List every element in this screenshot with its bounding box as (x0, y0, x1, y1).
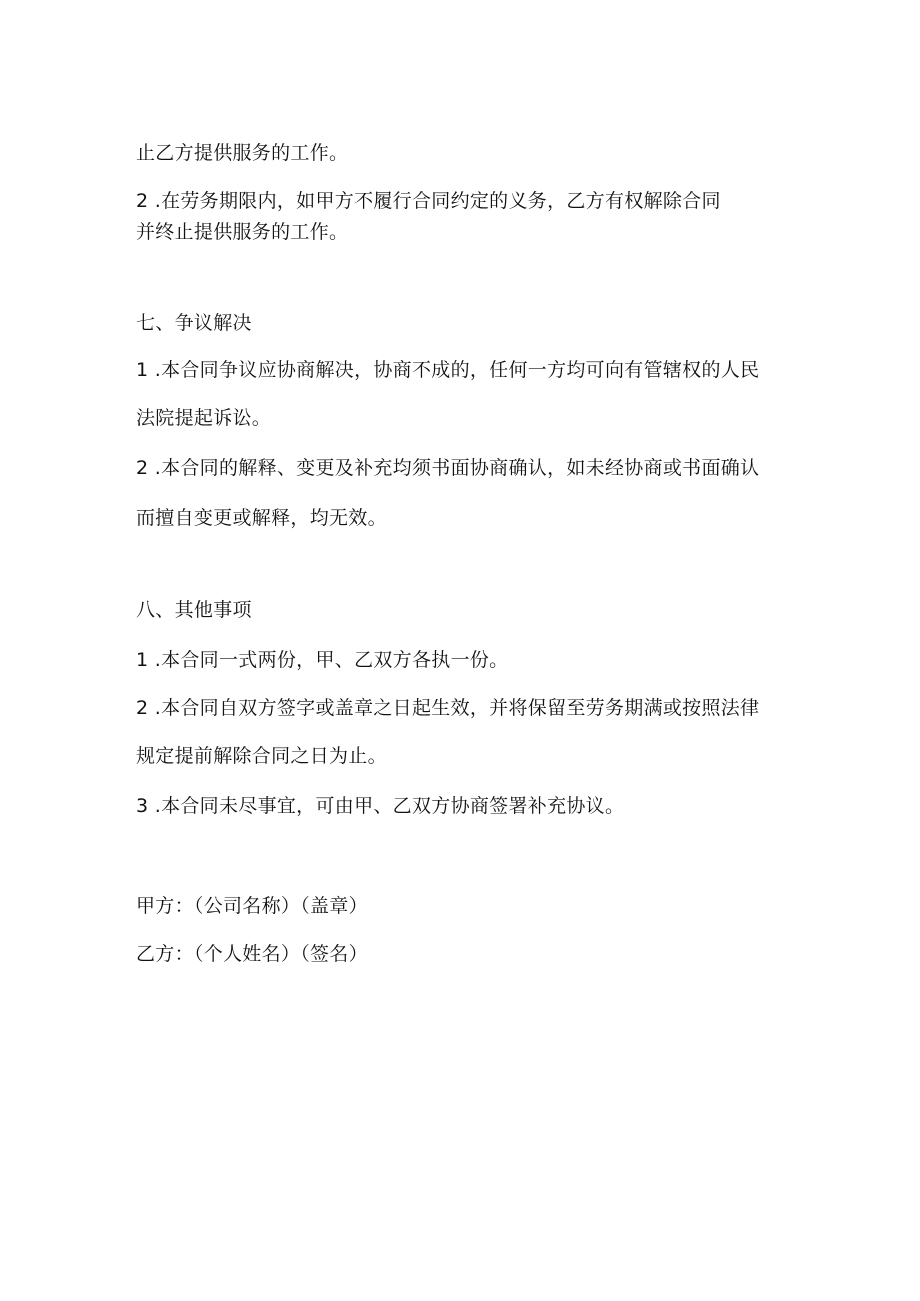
clause-7-2-line-2: 而擅自变更或解释，均无效。 (136, 507, 387, 529)
clause-6-1-continuation: 止乙方提供服务的工作。 (136, 142, 349, 164)
clause-6-2-line-2: 并终止提供服务的工作。 (136, 221, 349, 243)
clause-7-1-line-1: 1 .本合同争议应协商解决，协商不成的，任何一方均可向有管辖权的人民 (136, 359, 760, 381)
party-a-signature-line: 甲方：（公司名称）（盖章） (136, 895, 368, 917)
clause-8-2-line-1: 2 .本合同自双方签字或盖章之日起生效，并将保留至劳务期满或按照法律 (136, 697, 760, 719)
clause-6-2-line-1: 2 .在劳务期限内，如甲方不履行合同约定的义务，乙方有权解除合同 (136, 190, 721, 212)
clause-8-2-line-2: 规定提前解除合同之日为止。 (136, 745, 387, 767)
section-7-heading: 七、争议解决 (136, 312, 252, 334)
clause-7-2-line-1: 2 .本合同的解释、变更及补充均须书面协商确认，如未经协商或书面确认 (136, 457, 760, 479)
party-b-signature-line: 乙方：（个人姓名）（签名） (136, 943, 368, 965)
clause-8-3: 3 .本合同未尽事宜，可由甲、乙双方协商签署补充协议。 (136, 795, 625, 817)
clause-7-1-line-2: 法院提起诉讼。 (136, 407, 272, 429)
clause-8-1: 1 .本合同一式两份，甲、乙双方各执一份。 (136, 649, 509, 671)
section-8-heading: 八、其他事项 (136, 599, 252, 621)
